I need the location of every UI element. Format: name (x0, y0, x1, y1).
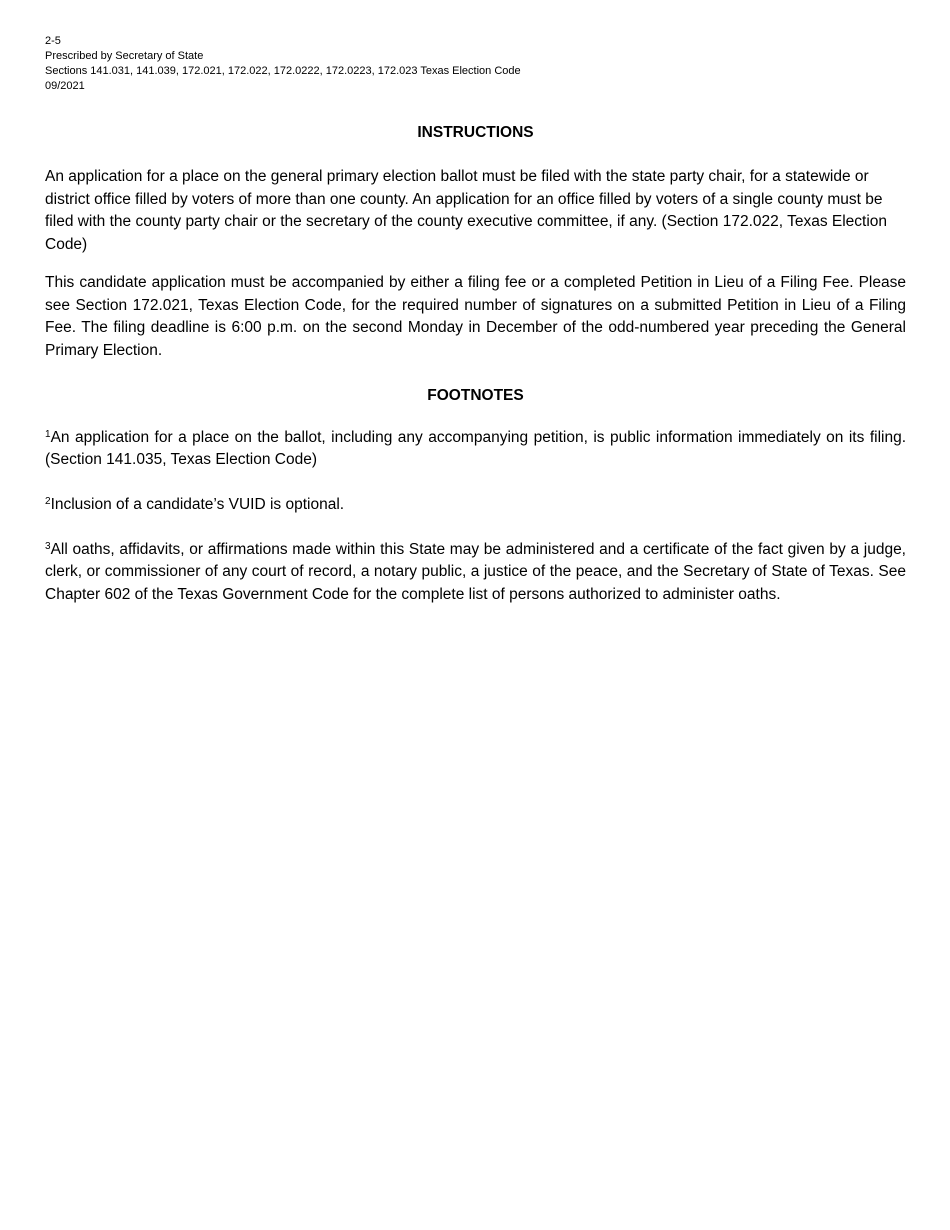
footnote-1-mark: 1 (45, 428, 51, 440)
prescribed-by: Prescribed by Secretary of State (45, 50, 204, 62)
statute-sections: Sections 141.031, 141.039, 172.021, 172.022, 172.0222, 172.0223, 172.023 Texas Election Code (45, 65, 521, 77)
document-page (45, 34, 906, 607)
footnote-1-text: An application for a place on the ballot, including any accompanying petition, is public information immediately on its filing. (Section 141.035, Texas Election Code) (45, 428, 906, 469)
instructions-title: INSTRUCTIONS (417, 124, 534, 141)
instructions-paragraph-1: An application for a place on the general primary election ballot must be filed with the state party chair, for a statewide or district office filled by voters of more than one county. An application for an office filled by voters of a single county must be filed with the county party chair or the secretary of the county executive committee, if any. (Section 172.022, Texas Election Code) (45, 168, 888, 254)
footnote-2-mark: 2 (45, 496, 51, 508)
footnotes-title: FOOTNOTES (427, 386, 524, 404)
form-header (45, 34, 906, 94)
footnote-3 (45, 539, 906, 607)
form-number: 2-5 (45, 35, 61, 47)
footnote-3-mark: 3 (45, 540, 51, 552)
footnote-3-text: All oaths, affidavits, or affirmations made within this State may be administered and a certificate of the fact given by a judge, clerk, or commissioner of any court of record, a notary public, a justice of the peace, and the Secretary of State of Texas. See Chapter 602 of the Texas Government Code for the complete list of persons authorized to administer oaths. (45, 540, 906, 604)
footnote-2 (45, 494, 906, 517)
instructions-paragraph-2: This candidate application must be accompanied by either a filing fee or a completed Petition in Lieu of a Filing Fee. Please see Section 172.021, Texas Election Code, for the required number of signatures on a submitted Petition in Lieu of a Filing Fee. The filing deadline is 6:00 p.m. on the second Monday in December of the odd-numbered year preceding the General Primary Election. (45, 273, 906, 359)
footnote-2-text: Inclusion of a candidate’s VUID is optional. (50, 496, 345, 514)
footnote-1 (45, 427, 906, 472)
revision-date: 09/2021 (45, 80, 85, 92)
